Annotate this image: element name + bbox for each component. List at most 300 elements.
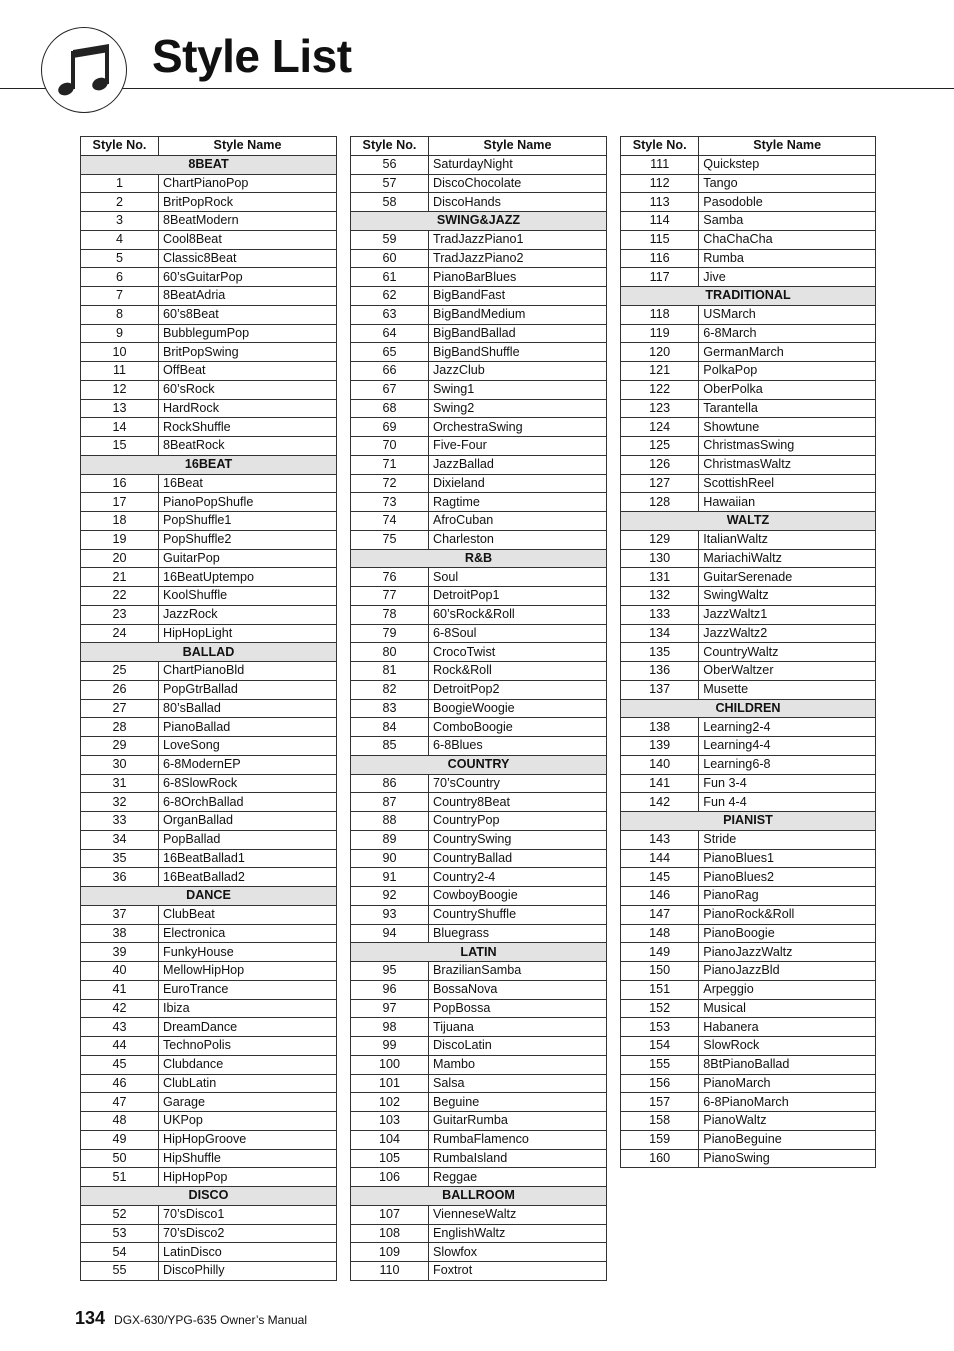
style-row [81, 812, 337, 831]
style-number: 76 [351, 568, 429, 587]
style-row [621, 943, 876, 962]
style-row [81, 680, 337, 699]
style-number: 129 [621, 530, 699, 549]
style-name: PianoRock&Roll [699, 905, 876, 924]
style-name: Garage [159, 1093, 337, 1112]
style-row [351, 343, 607, 362]
style-row [621, 1037, 876, 1056]
style-number: 44 [81, 1037, 159, 1056]
style-number: 78 [351, 605, 429, 624]
style-name: 60’sGuitarPop [159, 268, 337, 287]
style-name: GuitarSerenade [699, 568, 876, 587]
style-name: MellowHipHop [159, 962, 337, 981]
style-number: 93 [351, 905, 429, 924]
style-name: 6-8Soul [429, 624, 607, 643]
style-row [621, 1018, 876, 1037]
style-row [621, 380, 876, 399]
style-row [351, 643, 607, 662]
style-row [621, 474, 876, 493]
style-number: 128 [621, 493, 699, 512]
style-name: Classic8Beat [159, 249, 337, 268]
style-number: 55 [81, 1262, 159, 1281]
style-number: 9 [81, 324, 159, 343]
style-number: 142 [621, 793, 699, 812]
style-row [81, 437, 337, 456]
style-number: 16 [81, 474, 159, 493]
style-row [351, 512, 607, 531]
category-row [621, 812, 876, 831]
style-row [351, 324, 607, 343]
style-name: DiscoPhilly [159, 1262, 337, 1281]
style-row [81, 1018, 337, 1037]
style-name: DreamDance [159, 1018, 337, 1037]
style-row [621, 530, 876, 549]
style-number: 26 [81, 680, 159, 699]
style-number: 132 [621, 587, 699, 606]
style-number: 53 [81, 1224, 159, 1243]
style-row [81, 793, 337, 812]
style-number: 111 [621, 155, 699, 174]
category-label: PIANIST [621, 812, 876, 831]
style-row [81, 699, 337, 718]
style-row [351, 1055, 607, 1074]
style-name: BigBandFast [429, 287, 607, 306]
style-row [81, 662, 337, 681]
style-number: 89 [351, 830, 429, 849]
style-name: GuitarRumba [429, 1112, 607, 1131]
style-name: DetroitPop1 [429, 587, 607, 606]
style-number: 145 [621, 868, 699, 887]
style-row [351, 868, 607, 887]
style-number: 134 [621, 624, 699, 643]
style-row [351, 605, 607, 624]
style-row [351, 305, 607, 324]
style-row [621, 362, 876, 381]
style-number: 97 [351, 999, 429, 1018]
style-name: KoolShuffle [159, 587, 337, 606]
style-row [81, 493, 337, 512]
style-row [351, 662, 607, 681]
category-label: 8BEAT [81, 155, 337, 174]
style-row [81, 587, 337, 606]
style-row [81, 362, 337, 381]
style-table-column-3 [620, 136, 876, 1168]
style-number: 12 [81, 380, 159, 399]
style-row [81, 193, 337, 212]
style-number: 158 [621, 1112, 699, 1131]
style-table-column-2 [350, 136, 607, 1281]
style-name: SlowRock [699, 1037, 876, 1056]
style-number: 45 [81, 1055, 159, 1074]
style-name-header: Style Name [699, 137, 876, 156]
style-row [351, 155, 607, 174]
style-name: Stride [699, 830, 876, 849]
style-row [81, 568, 337, 587]
style-row [351, 362, 607, 381]
style-number: 103 [351, 1112, 429, 1131]
style-number: 57 [351, 174, 429, 193]
music-note-icon [53, 38, 117, 102]
style-name: Soul [429, 568, 607, 587]
style-row [81, 380, 337, 399]
style-name: OffBeat [159, 362, 337, 381]
style-number: 95 [351, 962, 429, 981]
style-number: 90 [351, 849, 429, 868]
style-number: 13 [81, 399, 159, 418]
style-number: 40 [81, 962, 159, 981]
style-name: Charleston [429, 530, 607, 549]
style-name: Cool8Beat [159, 230, 337, 249]
style-number: 3 [81, 212, 159, 231]
style-name: 60’sRock&Roll [429, 605, 607, 624]
style-row [351, 1149, 607, 1168]
style-row [81, 418, 337, 437]
style-name: Musical [699, 999, 876, 1018]
style-name: 8BeatRock [159, 437, 337, 456]
style-row [81, 249, 337, 268]
style-row [621, 1130, 876, 1149]
style-number: 23 [81, 605, 159, 624]
style-number: 50 [81, 1149, 159, 1168]
style-name: Learning4-4 [699, 737, 876, 756]
style-name: PianoWaltz [699, 1112, 876, 1131]
style-row [621, 174, 876, 193]
style-row [351, 624, 607, 643]
style-name: PianoRag [699, 887, 876, 906]
style-number: 104 [351, 1130, 429, 1149]
style-name: Ragtime [429, 493, 607, 512]
style-name: TradJazzPiano1 [429, 230, 607, 249]
style-name: Learning2-4 [699, 718, 876, 737]
style-name: Fun 3-4 [699, 774, 876, 793]
style-name: JazzBallad [429, 455, 607, 474]
style-name: PopShuffle2 [159, 530, 337, 549]
style-name: TechnoPolis [159, 1037, 337, 1056]
music-note-badge [41, 27, 127, 113]
style-name: ChartPianoPop [159, 174, 337, 193]
style-row [621, 437, 876, 456]
style-name: CowboyBoogie [429, 887, 607, 906]
style-number: 109 [351, 1243, 429, 1262]
style-number: 31 [81, 774, 159, 793]
style-number: 72 [351, 474, 429, 493]
style-row [621, 999, 876, 1018]
style-row [621, 324, 876, 343]
page-title: Style List [152, 30, 352, 82]
style-number: 27 [81, 699, 159, 718]
style-row [621, 624, 876, 643]
style-row [81, 1055, 337, 1074]
style-no-header: Style No. [81, 137, 159, 156]
style-row [621, 1093, 876, 1112]
style-name: PianoBallad [159, 718, 337, 737]
style-number: 22 [81, 587, 159, 606]
style-name: JazzWaltz2 [699, 624, 876, 643]
style-name: BossaNova [429, 980, 607, 999]
category-row [81, 887, 337, 906]
style-row [81, 174, 337, 193]
category-label: LATIN [351, 943, 607, 962]
style-name: Pasodoble [699, 193, 876, 212]
style-name: PianoJazzBld [699, 962, 876, 981]
style-number: 17 [81, 493, 159, 512]
style-number: 1 [81, 174, 159, 193]
style-number: 99 [351, 1037, 429, 1056]
style-row [351, 174, 607, 193]
style-name: Habanera [699, 1018, 876, 1037]
style-row [621, 605, 876, 624]
style-number: 146 [621, 887, 699, 906]
style-name: OberWaltzer [699, 662, 876, 681]
style-name: BigBandMedium [429, 305, 607, 324]
style-name: CountryWaltz [699, 643, 876, 662]
style-number: 62 [351, 287, 429, 306]
style-row [621, 1112, 876, 1131]
style-number: 120 [621, 343, 699, 362]
style-row [621, 1149, 876, 1168]
style-name: JazzRock [159, 605, 337, 624]
style-number: 34 [81, 830, 159, 849]
style-number: 79 [351, 624, 429, 643]
style-row [81, 1205, 337, 1224]
style-row [351, 718, 607, 737]
style-row [81, 624, 337, 643]
category-row [351, 212, 607, 231]
style-name: CountryShuffle [429, 905, 607, 924]
style-number: 15 [81, 437, 159, 456]
style-row [621, 755, 876, 774]
style-number: 61 [351, 268, 429, 287]
style-number: 65 [351, 343, 429, 362]
style-row [81, 737, 337, 756]
style-row [81, 755, 337, 774]
style-name: ComboBoogie [429, 718, 607, 737]
style-number: 37 [81, 905, 159, 924]
style-name-header: Style Name [429, 137, 607, 156]
style-number: 118 [621, 305, 699, 324]
style-name: FunkyHouse [159, 943, 337, 962]
style-row [351, 1205, 607, 1224]
style-name: PianoBeguine [699, 1130, 876, 1149]
style-number: 2 [81, 193, 159, 212]
style-name: DiscoChocolate [429, 174, 607, 193]
style-name: Learning6-8 [699, 755, 876, 774]
style-row [621, 737, 876, 756]
style-name: Salsa [429, 1074, 607, 1093]
style-row [621, 924, 876, 943]
style-number: 11 [81, 362, 159, 381]
style-row [81, 1262, 337, 1281]
style-row [351, 887, 607, 906]
style-number: 54 [81, 1243, 159, 1262]
style-name: Foxtrot [429, 1262, 607, 1281]
style-number: 135 [621, 643, 699, 662]
style-number: 83 [351, 699, 429, 718]
style-number: 10 [81, 343, 159, 362]
style-number: 110 [351, 1262, 429, 1281]
style-number: 73 [351, 493, 429, 512]
style-name: Dixieland [429, 474, 607, 493]
style-row [81, 1168, 337, 1187]
style-row [351, 1168, 607, 1187]
style-number: 84 [351, 718, 429, 737]
style-name: Mambo [429, 1055, 607, 1074]
style-row [621, 1055, 876, 1074]
style-name: HipHopLight [159, 624, 337, 643]
style-number: 68 [351, 399, 429, 418]
category-label: SWING&JAZZ [351, 212, 607, 231]
style-row [351, 905, 607, 924]
style-row [81, 1130, 337, 1149]
style-table-column-1 [80, 136, 337, 1281]
style-number: 148 [621, 924, 699, 943]
style-name: Five-Four [429, 437, 607, 456]
style-row [351, 418, 607, 437]
style-name: PianoBarBlues [429, 268, 607, 287]
style-row [81, 305, 337, 324]
style-name: PianoMarch [699, 1074, 876, 1093]
style-number: 59 [351, 230, 429, 249]
style-name: Ibiza [159, 999, 337, 1018]
style-name: DiscoHands [429, 193, 607, 212]
style-row [351, 830, 607, 849]
style-row [81, 1074, 337, 1093]
style-number: 119 [621, 324, 699, 343]
style-number: 74 [351, 512, 429, 531]
style-row [621, 643, 876, 662]
style-name: Arpeggio [699, 980, 876, 999]
style-row [81, 1243, 337, 1262]
style-name: ChaChaCha [699, 230, 876, 249]
style-number: 107 [351, 1205, 429, 1224]
style-row [81, 268, 337, 287]
style-name: Hawaiian [699, 493, 876, 512]
style-row [81, 849, 337, 868]
style-number: 30 [81, 755, 159, 774]
style-name: Country8Beat [429, 793, 607, 812]
style-number: 91 [351, 868, 429, 887]
style-number: 56 [351, 155, 429, 174]
style-row [351, 474, 607, 493]
style-name: Samba [699, 212, 876, 231]
style-name: SaturdayNight [429, 155, 607, 174]
style-name: CrocoTwist [429, 643, 607, 662]
style-row [351, 399, 607, 418]
style-row [351, 849, 607, 868]
style-name: TradJazzPiano2 [429, 249, 607, 268]
style-row [351, 568, 607, 587]
style-number: 157 [621, 1093, 699, 1112]
style-row [351, 380, 607, 399]
style-number: 160 [621, 1149, 699, 1168]
style-name: RockShuffle [159, 418, 337, 437]
style-row [621, 868, 876, 887]
style-row [351, 1262, 607, 1281]
style-row [351, 287, 607, 306]
style-number: 4 [81, 230, 159, 249]
style-name: 16BeatUptempo [159, 568, 337, 587]
style-name: VienneseWaltz [429, 1205, 607, 1224]
category-row [621, 287, 876, 306]
category-label: WALTZ [621, 512, 876, 531]
style-number: 24 [81, 624, 159, 643]
style-row [351, 1074, 607, 1093]
page-number: 134 [75, 1308, 106, 1328]
category-row [351, 1187, 607, 1206]
style-number: 136 [621, 662, 699, 681]
category-row [351, 755, 607, 774]
style-name: BubblegumPop [159, 324, 337, 343]
style-row [351, 1112, 607, 1131]
style-name: Jive [699, 268, 876, 287]
style-name: EuroTrance [159, 980, 337, 999]
style-number: 35 [81, 849, 159, 868]
style-name: Fun 4-4 [699, 793, 876, 812]
style-number: 152 [621, 999, 699, 1018]
style-name: 70’sDisco2 [159, 1224, 337, 1243]
style-number: 133 [621, 605, 699, 624]
style-name: Clubdance [159, 1055, 337, 1074]
style-row [621, 718, 876, 737]
style-name: 60’s8Beat [159, 305, 337, 324]
style-name: BigBandShuffle [429, 343, 607, 362]
style-name: 6-8March [699, 324, 876, 343]
style-name: PianoSwing [699, 1149, 876, 1168]
style-name: LoveSong [159, 737, 337, 756]
style-number: 116 [621, 249, 699, 268]
style-number: 36 [81, 868, 159, 887]
style-row [351, 1037, 607, 1056]
style-number: 77 [351, 587, 429, 606]
style-name: Swing2 [429, 399, 607, 418]
style-row [81, 1224, 337, 1243]
style-name: ChristmasSwing [699, 437, 876, 456]
style-row [81, 1037, 337, 1056]
style-name: Slowfox [429, 1243, 607, 1262]
style-name: PianoBlues1 [699, 849, 876, 868]
style-name: 6-8Blues [429, 737, 607, 756]
style-number: 6 [81, 268, 159, 287]
category-row [621, 699, 876, 718]
style-name: 6-8ModernEP [159, 755, 337, 774]
style-row [621, 305, 876, 324]
style-name: 8BeatAdria [159, 287, 337, 306]
style-name: PopBallad [159, 830, 337, 849]
style-number: 137 [621, 680, 699, 699]
style-name: ScottishReel [699, 474, 876, 493]
style-number: 46 [81, 1074, 159, 1093]
style-row [351, 268, 607, 287]
style-row [81, 605, 337, 624]
style-number: 38 [81, 924, 159, 943]
style-name: USMarch [699, 305, 876, 324]
style-number: 149 [621, 943, 699, 962]
style-row [351, 812, 607, 831]
style-name: CountryBallad [429, 849, 607, 868]
style-number: 39 [81, 943, 159, 962]
style-number: 18 [81, 512, 159, 531]
style-row [81, 943, 337, 962]
style-number: 33 [81, 812, 159, 831]
style-number: 113 [621, 193, 699, 212]
category-row [621, 512, 876, 531]
style-number: 14 [81, 418, 159, 437]
style-row [351, 1243, 607, 1262]
style-number: 141 [621, 774, 699, 793]
style-row [621, 887, 876, 906]
style-row [351, 737, 607, 756]
style-name: GermanMarch [699, 343, 876, 362]
